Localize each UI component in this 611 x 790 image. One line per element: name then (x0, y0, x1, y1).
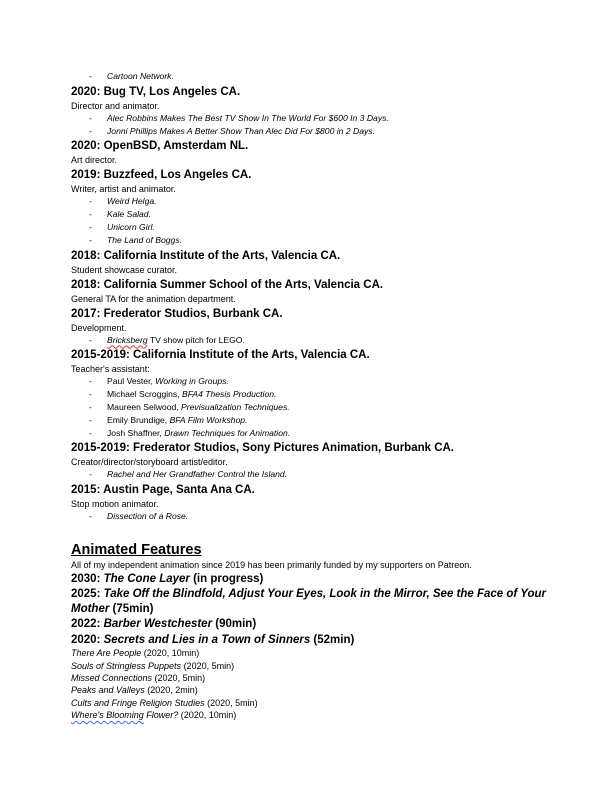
list-item: - The Land of Boggs. (71, 234, 551, 247)
feature-title: Secrets and Lies in a Town of Sinners (103, 633, 311, 646)
feature-title: Barber Westchester (103, 618, 213, 631)
list-item: - Kale Salad. (71, 208, 551, 221)
list-item (71, 427, 551, 440)
list-item: - Jonni Phillips Makes A Better Show Than Alec Did For $800 in 2 Days. (71, 125, 551, 138)
feature-year: 2030: (71, 572, 104, 585)
film-meta: (2020, 5min) (181, 660, 235, 671)
course-name: Working in Groups. (155, 376, 229, 387)
feature-note: (in progress) (189, 572, 264, 585)
film-entry (71, 709, 551, 721)
job-entry (71, 483, 551, 523)
feature-entry (71, 572, 551, 587)
film-entry (71, 684, 551, 696)
show-title: Bricksberg (107, 334, 148, 345)
teacher-name: Michael Scroggins, (107, 389, 182, 400)
list-item: - Unicorn Girl. (71, 221, 551, 234)
film-title-end: Flower? (143, 709, 179, 720)
feature-entry (71, 633, 551, 648)
feature-entry (71, 587, 551, 616)
job-heading: 2015: Austin Page, Santa Ana CA. (71, 484, 255, 497)
bullet-list (71, 510, 551, 523)
bullet-list (71, 112, 551, 138)
teacher-name: Maureen Selwood, (107, 401, 182, 412)
film-title: Souls of Stringless Puppets (71, 660, 182, 671)
job-entry (71, 249, 551, 276)
job-entry (71, 278, 551, 305)
film-entry (71, 647, 551, 659)
job-description: Stop motion animator. (71, 499, 159, 510)
job-heading: 2015-2019: California Institute of the Arts, Valencia CA. (71, 349, 370, 362)
job-entry (71, 139, 551, 166)
job-heading: 2018: California Institute of the Arts, Valencia CA. (71, 249, 341, 262)
feature-title: The Cone Layer (103, 572, 190, 585)
job-heading: 2015-2019: Frederator Studios, Sony Pictures Animation, Burbank CA. (71, 442, 455, 455)
film-meta: (2020, 10min) (178, 709, 237, 720)
job-description: Teacher's assistant: (71, 364, 150, 375)
teacher-name: Josh Shaffner, (107, 427, 165, 438)
list-item (71, 388, 551, 401)
job-description: Writer, artist and animator. (71, 184, 176, 195)
feature-year: 2020: (71, 633, 104, 646)
job-heading: 2020: Bug TV, Los Angeles CA. (71, 85, 241, 98)
list-item: - Alec Robbins Makes The Best TV Show In The World For $600 In 3 Days. (71, 112, 551, 125)
job-description: Art director. (71, 155, 118, 166)
list-item (71, 401, 551, 414)
job-entry (71, 348, 551, 439)
job-description: Director and animator. (71, 100, 160, 111)
bullet-list (71, 195, 551, 246)
show-note: TV show pitch for LEGO. (147, 334, 245, 345)
job-heading: 2020: OpenBSD, Amsterdam NL. (71, 140, 249, 153)
list-item: - Cartoon Network. (71, 70, 551, 83)
job-entry (71, 307, 551, 347)
film-entry (71, 672, 551, 684)
list-item (71, 334, 551, 347)
feature-note: (90min) (212, 618, 257, 631)
film-title: Peaks and Valleys (71, 685, 145, 696)
job-entry (71, 168, 551, 246)
teacher-name: Paul Vester, (107, 376, 156, 387)
course-name: BFA Film Workshop. (169, 414, 248, 425)
course-name: Drawn Techniques for Animation. (164, 427, 291, 438)
job-description: Creator/director/storyboard artist/editor. (71, 457, 228, 468)
job-entry (71, 85, 551, 138)
bullet-list (71, 375, 551, 439)
feature-title: Take Off the Blindfold, Adjust Your Eyes, Look in the Mirror, See the Face of Your Mother (71, 588, 547, 615)
bullet-list (71, 334, 551, 347)
job-heading: 2018: California Summer School of the Arts, Valencia CA. (71, 278, 384, 291)
teacher-name: Emily Brundige, (107, 414, 170, 425)
resume-page (71, 70, 551, 721)
job-description: General TA for the animation department. (71, 293, 236, 304)
section-title: Animated Features (71, 541, 202, 558)
job-description: Development. (71, 322, 127, 333)
list-item: - Rachel and Her Grandfather Control the Island. (71, 468, 551, 481)
feature-year: 2022: (71, 618, 104, 631)
film-meta: (2020, 10min) (141, 648, 200, 659)
job-entry (71, 441, 551, 481)
feature-year: 2025: (71, 588, 104, 601)
feature-note: (75min) (109, 602, 154, 615)
course-name: Previsualization Techniques. (181, 401, 290, 412)
film-meta: (2020, 5min) (204, 697, 258, 708)
film-entry (71, 697, 551, 709)
film-title: Cults and Fringe Religion Studies (71, 697, 205, 708)
job-heading: 2019: Buzzfeed, Los Angeles CA. (71, 169, 252, 182)
film-title: Where's Blooming (71, 709, 144, 720)
film-meta: (2020, 2min) (144, 685, 198, 696)
job-heading: 2017: Frederator Studios, Burbank CA. (71, 307, 283, 320)
film-title: Missed Connections (71, 673, 153, 684)
list-item (71, 414, 551, 427)
film-title: There Are People (71, 648, 142, 659)
list-item: - Dissection of a Rose. (71, 510, 551, 523)
film-entry (71, 660, 551, 672)
job-description: Student showcase curator. (71, 264, 178, 275)
section-intro: All of my independent animation since 2019 has been primarily funded by my supporters on Patreon. (71, 559, 472, 570)
list-item (71, 375, 551, 388)
list-item: - Weird Helga. (71, 195, 551, 208)
feature-entry (71, 617, 551, 632)
course-name: BFA4 Thesis Production. (182, 389, 277, 400)
film-meta: (2020, 5min) (152, 673, 206, 684)
bullet-list (71, 70, 551, 83)
bullet-list (71, 468, 551, 481)
feature-note: (52min) (310, 633, 355, 646)
